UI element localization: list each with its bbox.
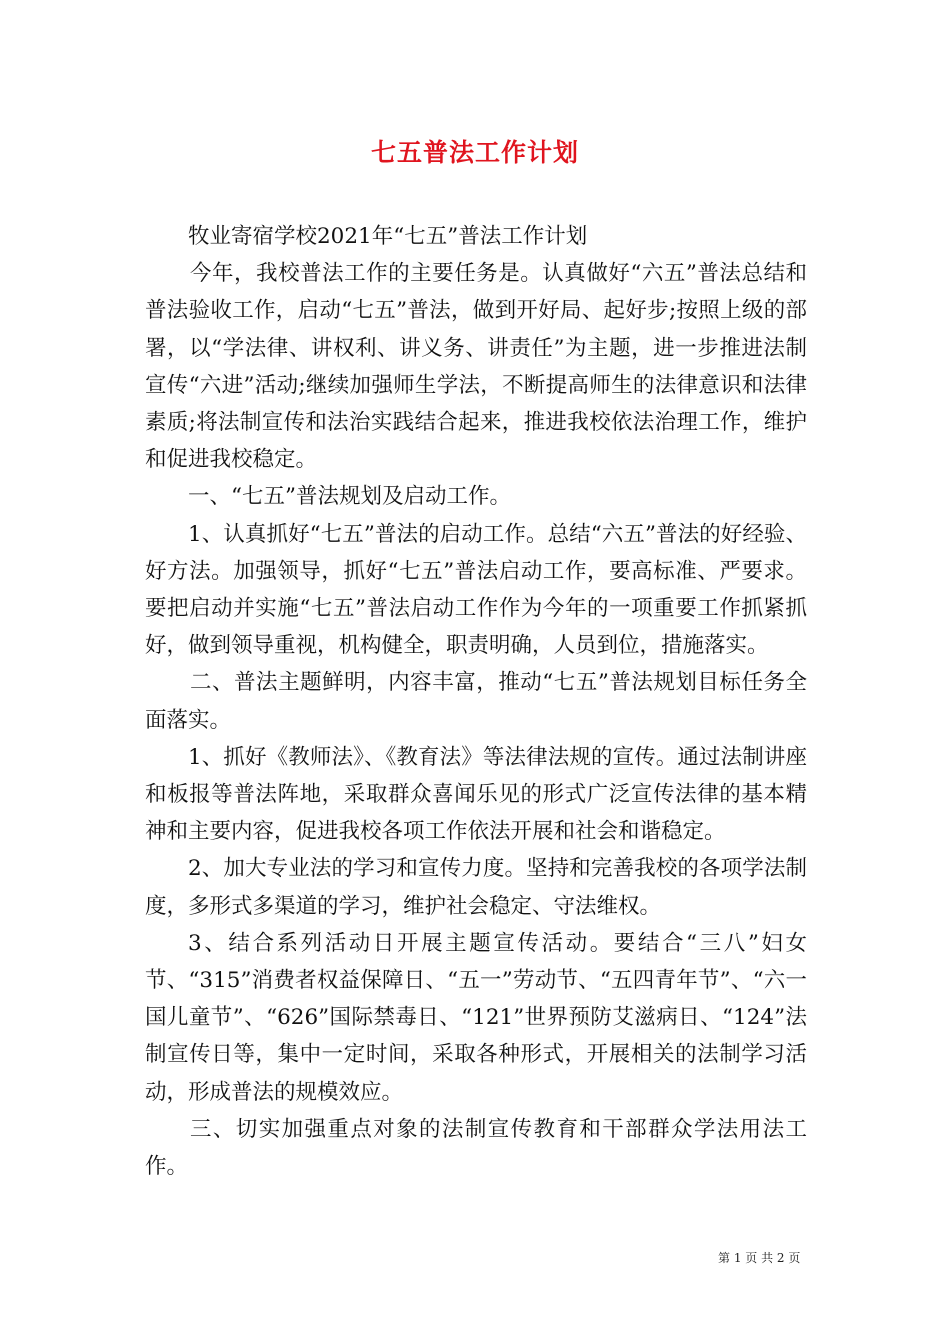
page-number: 第 1 页 共 2 页 [718,1251,801,1265]
paragraph: 今年，我校普法工作的主要任务是。认真做好“六五”普法总结和普法验收工作，启动“七五”普法，做到开好局、起好步;按照上级的部署，以“学法律、讲权利、讲义务、讲责任”为主题，进一步推进法制宣传“六进”活动;继续加强师生学法，不断提高师生的法律意识和法律素质;将法制宣传和法治实践结合起来，推进我校依法治理工作，维护和促进我校稳定。 [145,261,807,473]
section-heading: 一、“七五”普法规划及启动工作。 [188,484,511,510]
paragraph: 1、抓好《教师法》、《教育法》等法律法规的宣传。通过法制讲座和板报等普法阵地，采取群众喜闻乐见的形式广泛宣传法律的基本精神和主要内容，促进我校各项工作依法开展和社会和谐稳定。 [145,744,807,845]
section-heading: 二、普法主题鲜明，内容丰富，推动“七五”普法规划目标任务全面落实。 [145,670,807,733]
paragraph: 3、结合系列活动日开展主题宣传活动。要结合“三八”妇女节、“315”消费者权益保障日、“五一”劳动节、“五四青年节”、“六一国儿童节”、“626”国际禁毒日、“121”世界预防艾滋病日、“124”法制宣传日等，集中一定时间，采取各种形式，开展相关的法制学习活动，形成普法的规模效应。 [145,930,807,1105]
document-body [145,218,807,1185]
paragraph: 1、认真抓好“七五”普法的启动工作。总结“六五”普法的好经验、好方法。加强领导，抓好“七五”普法启动工作，要高标准、严要求。要把启动并实施“七五”普法启动工作作为今年的一项重要工作抓紧抓好，做到领导重视，机构健全，职责明确，人员到位，措施落实。 [145,521,807,659]
paragraph: 2、加大专业法的学习和宣传力度。坚持和完善我校的各项学法制度，多形式多渠道的学习，维护社会稳定、守法维权。 [145,856,807,919]
document-title: 七五普法工作计划 [370,138,579,167]
section-heading: 三、切实加强重点对象的法制宣传教育和干部群众学法用法工作。 [145,1116,807,1180]
paragraph-subtitle: 牧业寄宿学校2021年“七五”普法工作计划 [188,224,588,249]
